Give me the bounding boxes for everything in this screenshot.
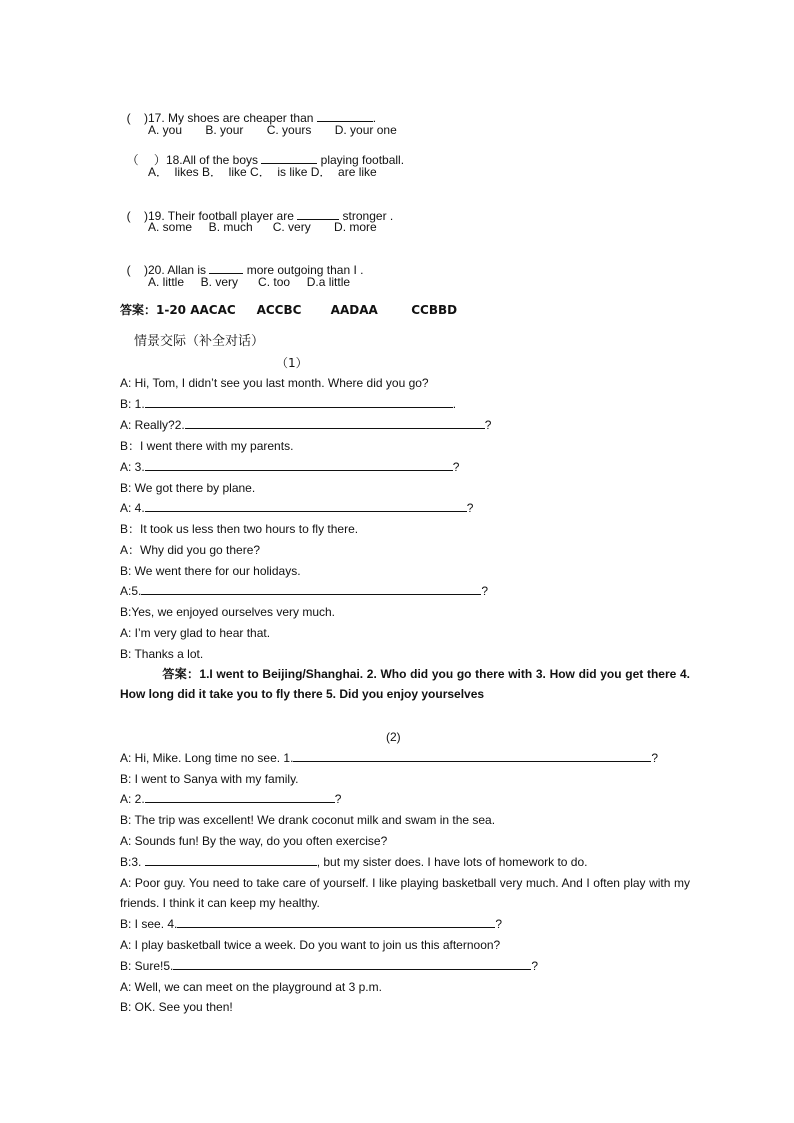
line-text-end: ?: [481, 584, 489, 598]
section-title: 情景交际（补全对话）: [134, 334, 265, 349]
dialogue-line: [120, 750, 658, 766]
dialogue-line: [120, 604, 335, 620]
dialogue-line: [120, 958, 538, 974]
line-text: A: 4.: [120, 501, 145, 515]
answer-blank: [145, 500, 467, 512]
line-text: A: I’m very glad to hear that.: [120, 626, 271, 640]
line-text: B: I see. 4.: [120, 917, 178, 931]
answer-blank: [145, 459, 453, 471]
line-text: B: Thanks a lot.: [120, 647, 204, 661]
answer-blank: [141, 583, 481, 595]
line-text: B: The trip was excellent! We drank coconut milk and swam in the sea.: [120, 813, 496, 827]
line-text: B: We went there for our holidays.: [120, 564, 301, 578]
dialogue-line: [120, 417, 491, 433]
question-19-options: A. some B. much C. very D. more: [148, 220, 377, 234]
dialogue-line: [120, 833, 387, 849]
answer-blank: [145, 791, 335, 803]
dialogue-line: [120, 563, 301, 579]
line-text: B：It took us less then two hours to fly there.: [120, 522, 359, 536]
line-text: B:Yes, we enjoyed ourselves very much.: [120, 605, 335, 619]
answer-blank: [293, 750, 651, 762]
line-text-end: ?: [531, 959, 539, 973]
answer-blank: [177, 916, 495, 928]
line-text-end: , but my sister does. I have lots of homework to do.: [316, 855, 588, 869]
line-text: A: Hi, Mike. Long time no see. 1.: [120, 751, 294, 765]
dialogue-line: [120, 625, 270, 641]
dialogue-1-answer: [120, 664, 690, 704]
dialogue-line: [120, 500, 473, 516]
dialogue-line: [120, 771, 299, 787]
answer-paren: ( ): [126, 263, 148, 277]
dialogue-line: [120, 480, 255, 496]
dialogue-line: [120, 375, 429, 391]
answer-blank: [261, 152, 317, 164]
question-18-options: A． likes B． like C． is like D． are like: [148, 165, 377, 179]
answer-paren: ( ): [126, 111, 148, 125]
line-text-end: ?: [334, 792, 342, 806]
line-text-end: ?: [651, 751, 659, 765]
dialogue-line: [120, 791, 341, 807]
dialogue-line: [120, 521, 358, 537]
question-19: ( )19. Their football player are stronger .: [126, 209, 394, 223]
answer-label: 答案：: [162, 667, 200, 681]
line-text: B:3.: [120, 855, 145, 869]
line-text: A: Hi, Tom, I didn’t see you last month. Where did you go?: [120, 376, 429, 390]
line-text-end: ?: [452, 460, 460, 474]
line-text-end: ?: [495, 917, 503, 931]
question-stem: 18.All of the boys: [165, 153, 262, 167]
dialogue-2-number: (2): [386, 730, 401, 744]
line-text: A: Poor guy. You need to take care of yourself. I like playing basketball very much. And I often play with my friends. I think it can keep my healthy.: [120, 876, 690, 910]
mc-answer-key: 答案：1-20 AACAC ACCBC AADAA CCBBD: [120, 303, 458, 317]
question-stem: 17. My shoes are cheaper than: [148, 111, 317, 125]
line-text: B: I went to Sanya with my family.: [120, 772, 299, 786]
answer-blank: [173, 958, 531, 970]
dialogue-line: [120, 979, 382, 995]
dialogue-line: [120, 937, 500, 953]
dialogue-line: [120, 854, 587, 870]
dialogue-line: [120, 542, 260, 558]
answer-blank: [145, 854, 317, 866]
dialogue-1-number: （1）: [276, 356, 308, 370]
line-text: B: We got there by plane.: [120, 481, 256, 495]
line-text-end: ?: [484, 418, 492, 432]
line-text: B: OK. See you then!: [120, 1000, 233, 1014]
answer-paren: ( ): [126, 209, 148, 223]
line-text: A: 2.: [120, 792, 145, 806]
line-text: B：I went there with my parents.: [120, 439, 294, 453]
answer-paren: （ ）: [126, 153, 166, 167]
line-text: A：Why did you go there?: [120, 543, 261, 557]
line-text: A: Really?2.: [120, 418, 185, 432]
question-18: （ ）18.All of the boys playing football.: [126, 153, 405, 167]
line-text: A: 3.: [120, 460, 145, 474]
dialogue-line: [120, 583, 488, 599]
line-text: A: Well, we can meet on the playground at 3 p.m.: [120, 980, 382, 994]
line-text-end: .: [452, 397, 457, 411]
question-stem: 19. Their football player are: [148, 209, 298, 223]
answer-blank: [145, 396, 453, 408]
question-17: ( )17. My shoes are cheaper than .: [126, 111, 377, 125]
line-text: B: 1.: [120, 397, 145, 411]
answer-blank: [317, 110, 373, 122]
question-17-options: A. you B. your C. yours D. your one: [148, 123, 397, 137]
question-20-options: A. little B. very C. too D.a little: [148, 275, 351, 289]
dialogue-line: [120, 916, 502, 932]
line-text: A: Sounds fun! By the way, do you often exercise?: [120, 834, 388, 848]
line-text-end: ?: [466, 501, 474, 515]
dialogue-line: [120, 396, 456, 412]
dialogue-line: [120, 812, 495, 828]
dialogue-line: [120, 873, 690, 913]
line-text: B: Sure!5.: [120, 959, 174, 973]
answer-blank: [209, 262, 243, 274]
answer-text: 1.I went to Beijing/Shanghai. 2. Who did you go there with 3. How did you get there 4. How long did it take you to fly there 5. Did you enjoy yourselves: [120, 667, 690, 701]
dialogue-line: [120, 438, 293, 454]
question-20: ( )20. Allan is more outgoing than I .: [126, 263, 364, 277]
line-text: A: I play basketball twice a week. Do you want to join us this afternoon?: [120, 938, 501, 952]
question-stem: 20. Allan is: [148, 263, 210, 277]
answer-blank: [185, 417, 485, 429]
dialogue-line: [120, 459, 459, 475]
dialogue-line: [120, 999, 233, 1015]
dialogue-line: [120, 646, 203, 662]
line-text: A:5.: [120, 584, 142, 598]
